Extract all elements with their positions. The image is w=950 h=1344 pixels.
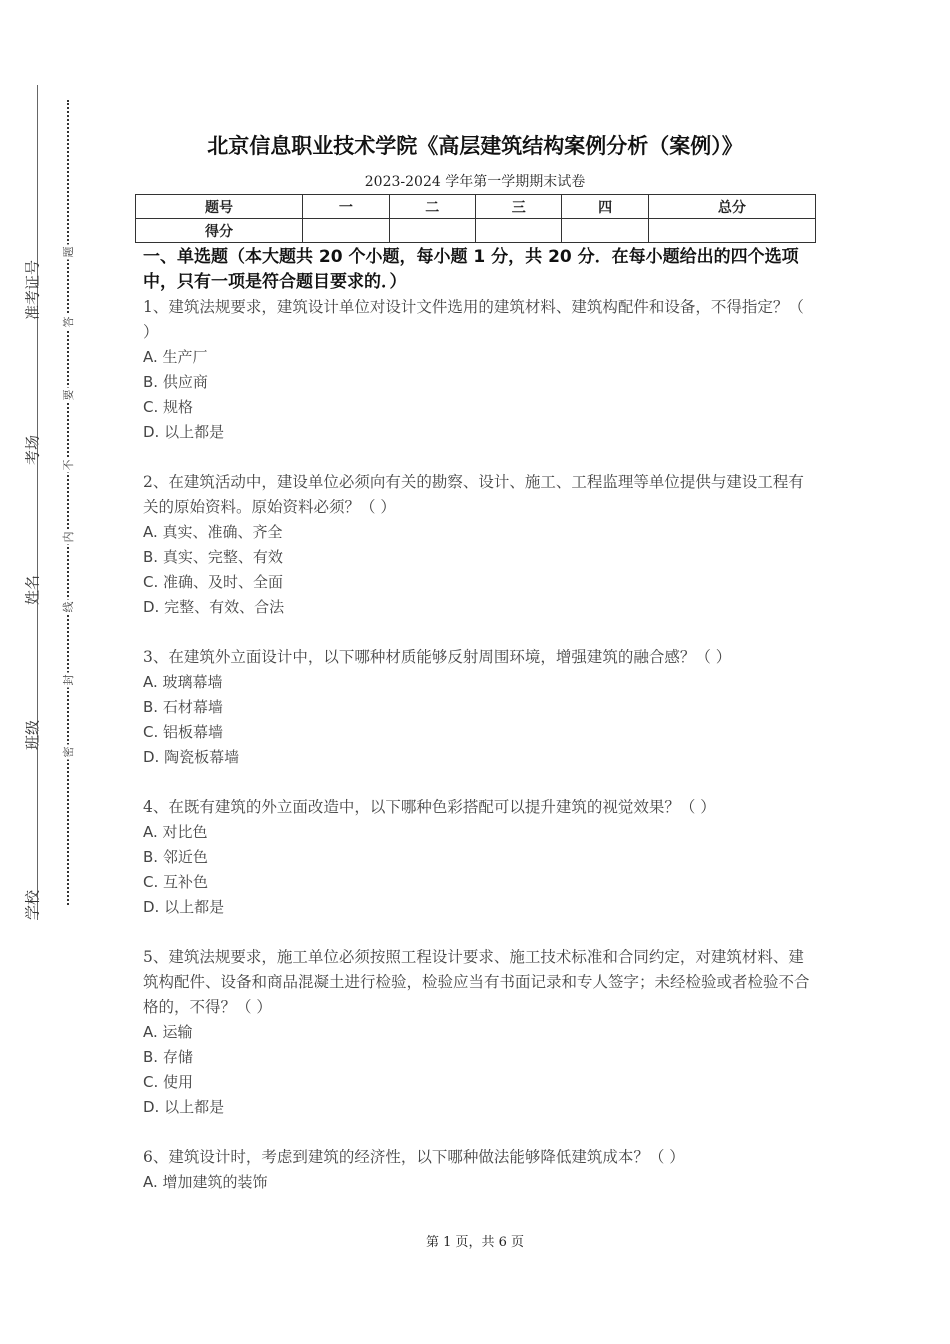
question-item: [143, 645, 813, 770]
field-school-label: 学校: [23, 889, 42, 921]
question-option: D. 以上都是: [143, 423, 225, 441]
question-item: [143, 470, 813, 620]
score-cell: [475, 219, 561, 243]
question-option: C. 铝板幕墙: [143, 723, 224, 741]
score-header-cell: 总分: [648, 195, 815, 219]
question-stem: 3、在建筑外立面设计中，以下哪种材质能够反射周围环境，增强建筑的融合感？（ ）: [143, 648, 732, 666]
question-item: [143, 1145, 813, 1195]
question-option: D. 完整、有效、合法: [143, 598, 285, 616]
seal-char: 线: [62, 601, 75, 613]
question-option: B. 供应商: [143, 373, 208, 391]
question-item: [143, 795, 813, 920]
score-header-cell: 二: [389, 195, 475, 219]
question-list: [143, 295, 813, 1195]
question-stem: 2、在建筑活动中，建设单位必须向有关的勘察、设计、施工、工程监理等单位提供与建设工程有关的原始资料。原始资料必须？（ ）: [143, 473, 804, 516]
question-option: C. 规格: [143, 398, 194, 416]
question-option: D. 以上都是: [143, 1098, 225, 1116]
seal-char: 密: [62, 746, 75, 758]
score-cell: [389, 219, 475, 243]
question-stem: 6、建筑设计时，考虑到建筑的经济性，以下哪种做法能够降低建筑成本？（ ）: [143, 1148, 685, 1166]
field-exam-id-label: 准考证号: [23, 259, 42, 321]
question-option: D. 以上都是: [143, 898, 225, 916]
question-option: A. 玻璃幕墙: [143, 673, 223, 691]
question-item: [143, 295, 813, 445]
score-header-cell: 一: [303, 195, 389, 219]
score-table: [135, 194, 816, 243]
question-option: C. 使用: [143, 1073, 194, 1091]
question-option: C. 准确、及时、全面: [143, 573, 284, 591]
field-class-label: 班级: [23, 719, 42, 751]
question-stem: 1、建筑法规要求，建筑设计单位对设计文件选用的建筑材料、建筑构配件和设备，不得指定？（ ）: [143, 298, 804, 341]
field-name-label: 姓名: [23, 574, 42, 606]
question-option: B. 石材幕墙: [143, 698, 223, 716]
section-heading: 一、单选题（本大题共 20 个小题，每小题 1 分，共 20 分．在每小题给出的四个选项中，只有一项是符合题目要求的．）: [143, 247, 799, 292]
score-cell: [562, 219, 648, 243]
question-option: B. 邻近色: [143, 848, 208, 866]
exam-subtitle: 2023-2024 学年第一学期期末试卷: [364, 174, 586, 190]
exam-content: [143, 245, 813, 1195]
page-footer: 第 1 页，共 6 页: [425, 1235, 525, 1250]
score-table-header-row: [136, 195, 816, 219]
score-header-cell: 题号: [136, 195, 303, 219]
score-table-score-row: [136, 219, 816, 243]
seal-char: 不: [62, 459, 75, 471]
question-option: A. 运输: [143, 1023, 193, 1041]
question-option: C. 互补色: [143, 873, 209, 891]
seal-char: 封: [62, 674, 75, 686]
seal-char: 要: [62, 389, 75, 401]
seal-char: 内: [62, 531, 75, 543]
question-item: [143, 945, 813, 1120]
binding-solid-line: [37, 85, 38, 920]
question-stem: 4、在既有建筑的外立面改造中，以下哪种色彩搭配可以提升建筑的视觉效果？（ ）: [143, 798, 716, 816]
question-option: A. 增加建筑的装饰: [143, 1173, 268, 1191]
question-option: B. 真实、完整、有效: [143, 548, 283, 566]
question-option: D. 陶瓷板幕墙: [143, 748, 240, 766]
score-header-cell: 四: [562, 195, 648, 219]
seal-char: 题: [62, 246, 75, 258]
question-option: A. 生产厂: [143, 348, 208, 366]
seal-char: 答: [62, 316, 75, 328]
question-option: A. 真实、准确、齐全: [143, 523, 283, 541]
field-exam-room-label: 考场: [23, 434, 42, 466]
score-cell: [648, 219, 815, 243]
score-cell: [303, 219, 389, 243]
exam-title: 北京信息职业技术学院《高层建筑结构案例分析（案例）》: [207, 134, 743, 158]
score-header-cell: 三: [475, 195, 561, 219]
question-stem: 5、建筑法规要求，施工单位必须按照工程设计要求、施工技术标准和合同约定，对建筑材料、建筑构配件、设备和商品混凝土进行检验，检验应当有书面记录和专人签字；未经检验或者检验不合格的，不得？（ ）: [143, 948, 810, 1016]
question-option: A. 对比色: [143, 823, 208, 841]
seal-dotted-line: [67, 100, 69, 905]
score-row-label: 得分: [136, 219, 303, 243]
question-option: B. 存储: [143, 1048, 193, 1066]
